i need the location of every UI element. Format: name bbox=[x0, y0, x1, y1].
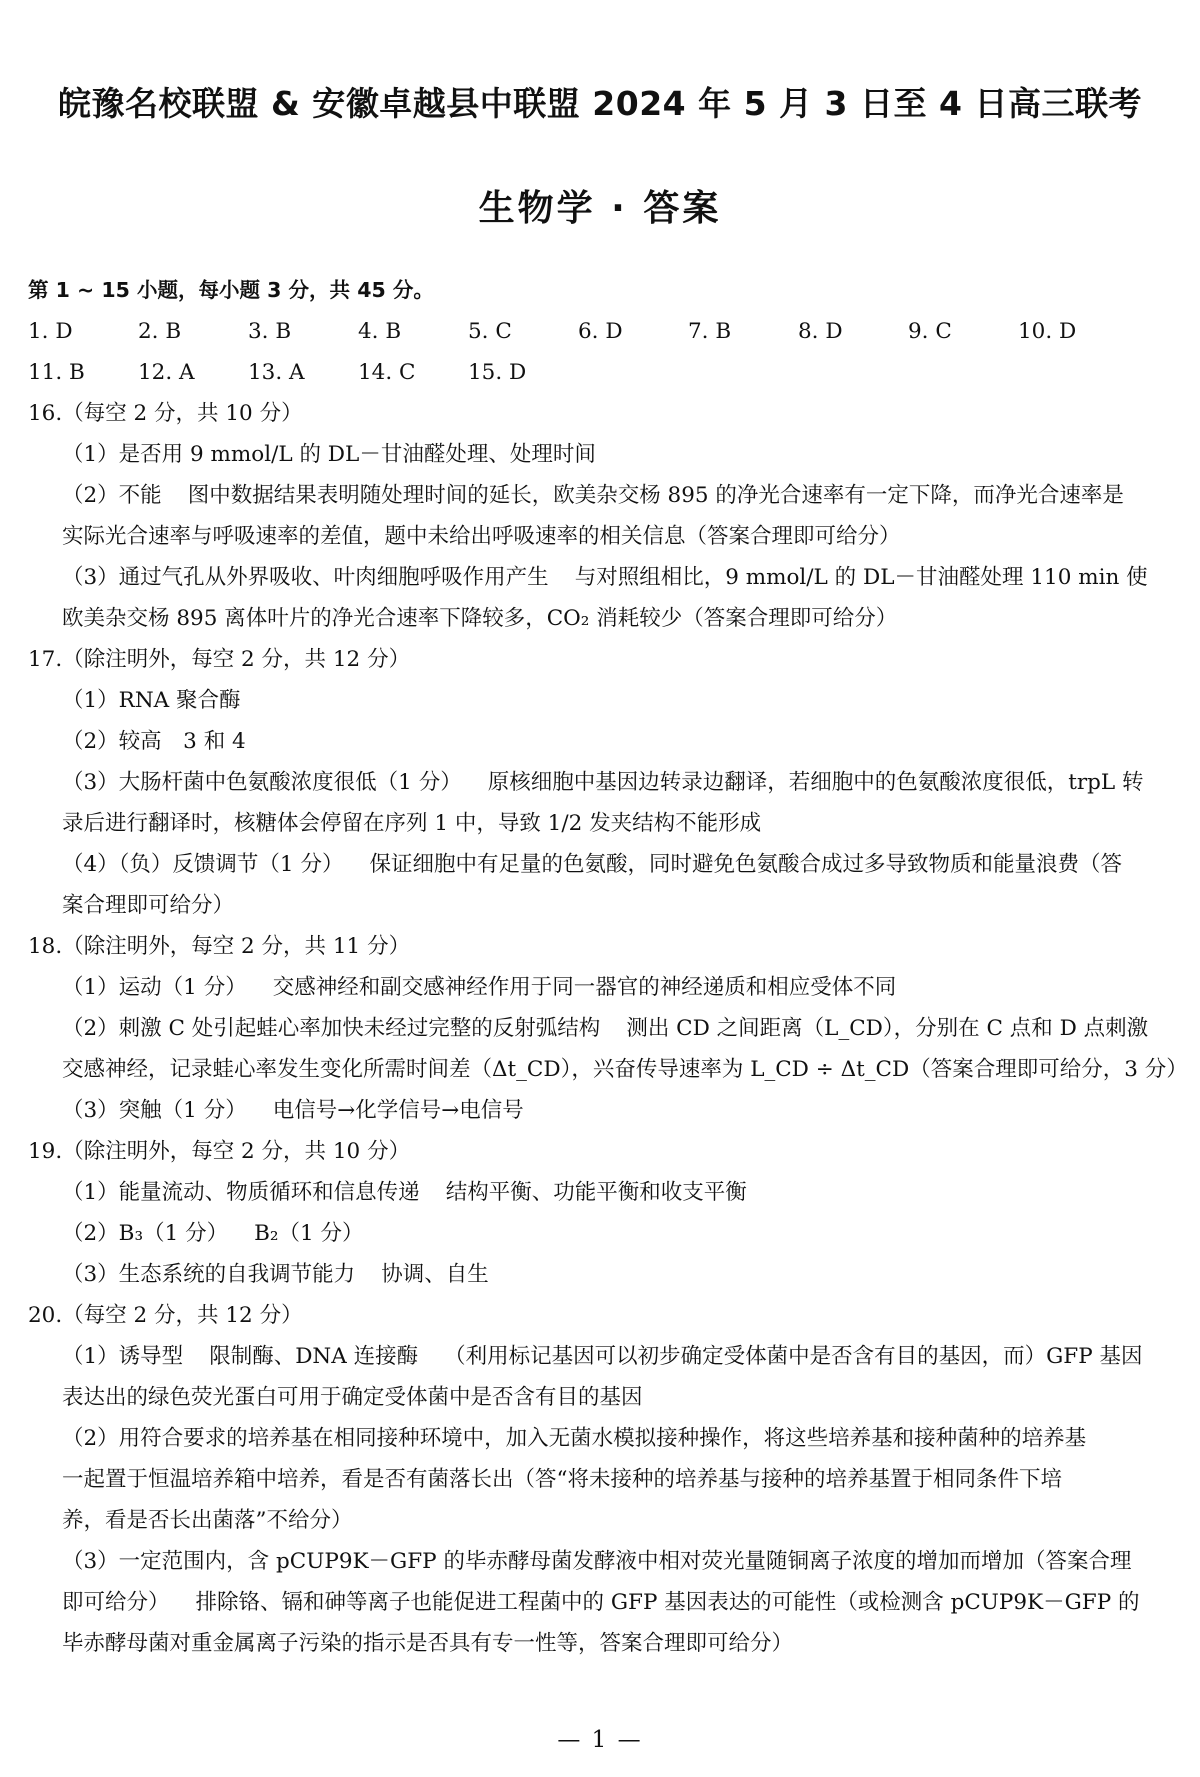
mc-answers-row-1 bbox=[28, 311, 1178, 352]
q20-part1-answer-a: （1）诱导型 bbox=[62, 1344, 184, 1369]
exam-title: 皖豫名校联盟 & 安徽卓越县中联盟 2024 年 5 月 3 日至 4 日高三联考 bbox=[58, 84, 1142, 123]
mc-answer: 14. C bbox=[358, 360, 416, 385]
page-number: — 1 — bbox=[557, 1727, 643, 1753]
q19-part3-answer-a: （3）生态系统的自我调节能力 bbox=[62, 1262, 356, 1287]
q18-part3 bbox=[28, 1090, 1178, 1131]
mc-answer: 9. C bbox=[908, 319, 952, 344]
q18-part3-answer: （3）突触（1 分） bbox=[62, 1098, 247, 1123]
mc-answer: 3. B bbox=[248, 319, 292, 344]
q20-heading: 20.（每空 2 分，共 12 分） bbox=[28, 1303, 303, 1328]
q19-part1-answer-b: 结构平衡、功能平衡和收支平衡 bbox=[445, 1180, 747, 1205]
q17-part2: （2）较高 3 和 4 bbox=[62, 729, 246, 754]
subject-title: 生物学 · 答案 bbox=[478, 188, 722, 229]
q19-part3 bbox=[28, 1254, 1178, 1295]
q20-part3-answer-a-end: 即可给分） bbox=[62, 1590, 170, 1615]
q19-part2-answer-a: （2）B₃（1 分） bbox=[62, 1221, 229, 1246]
mc-answer: 1. D bbox=[28, 319, 73, 344]
q19-part3-answer-b: 协调、自生 bbox=[381, 1262, 489, 1287]
mc-answer: 15. D bbox=[468, 360, 527, 385]
q17-heading: 17.（除注明外，每空 2 分，共 12 分） bbox=[28, 647, 411, 672]
mc-answer: 5. C bbox=[468, 319, 512, 344]
q19-part2 bbox=[28, 1213, 1178, 1254]
q16-part3-answer: （3）通过气孔从外界吸收、叶肉细胞呼吸作用产生 bbox=[62, 565, 549, 590]
q16-part2-line1 bbox=[28, 475, 1178, 516]
q20-part1-answer-c: （利用标记基因可以初步确定受体菌中是否含有目的基因，而）GFP 基因 bbox=[444, 1344, 1143, 1369]
q19-heading: 19.（除注明外，每空 2 分，共 10 分） bbox=[28, 1139, 411, 1164]
q16-part2-answer: （2）不能 bbox=[62, 483, 162, 508]
q20-part3-line3: 毕赤酵母菌对重金属离子污染的指示是否具有专一性等，答案合理即可给分） bbox=[62, 1631, 794, 1656]
mc-answer: 2. B bbox=[138, 319, 182, 344]
mc-answer: 11. B bbox=[28, 360, 85, 385]
mc-answer: 13. A bbox=[248, 360, 305, 385]
mc-intro: 第 1 ~ 15 小题，每小题 3 分，共 45 分。 bbox=[28, 278, 434, 302]
q19-part1 bbox=[28, 1172, 1178, 1213]
q16-part2-line2: 实际光合速率与呼吸速率的差值，题中未给出呼吸速率的相关信息（答案合理即可给分） bbox=[62, 524, 901, 549]
q17-part3-reason: 原核细胞中基因边转录边翻译，若细胞中的色氨酸浓度很低，trpL 转 bbox=[487, 770, 1144, 795]
q17-part4-answer: （4）（负）反馈调节（1 分） bbox=[62, 852, 344, 877]
q18-part2-method: 测出 CD 之间距离（L_CD），分别在 C 点和 D 点刺激 bbox=[626, 1016, 1149, 1041]
q16-part1: （1）是否用 9 mmol/L 的 DL－甘油醛处理、处理时间 bbox=[62, 442, 596, 467]
q17-part3-line1 bbox=[28, 762, 1178, 803]
q20-part1-line2: 表达出的绿色荧光蛋白可用于确定受体菌中是否含有目的基因 bbox=[62, 1385, 643, 1410]
q20-part2-line1: （2）用符合要求的培养基在相同接种环境中，加入无菌水模拟接种操作，将这些培养基和接种菌种的培养基 bbox=[62, 1426, 1087, 1451]
mc-answer: 8. D bbox=[798, 319, 843, 344]
q16-part3-line2: 欧美杂交杨 895 离体叶片的净光合速率下降较多，CO₂ 消耗较少（答案合理即可给分） bbox=[62, 606, 898, 631]
q18-part1-answer: （1）运动（1 分） bbox=[62, 975, 247, 1000]
q17-part4-reason: 保证细胞中有足量的色氨酸，同时避免色氨酸合成过多导致物质和能量浪费（答 bbox=[369, 852, 1122, 877]
q16-part3-reason: 与对照组相比，9 mmol/L 的 DL－甘油醛处理 110 min 使 bbox=[574, 565, 1148, 590]
q18-part2-line2: 交感神经，记录蛙心率发生变化所需时间差（Δt_CD），兴奋传导速率为 L_CD ÷ Δt_CD（答案合理即可给分，3 分） bbox=[62, 1057, 1188, 1082]
q17-part3-answer: （3）大肠杆菌中色氨酸浓度很低（1 分） bbox=[62, 770, 462, 795]
q19-part2-answer-b: B₂（1 分） bbox=[254, 1221, 364, 1246]
q20-part3-answer-b: 排除铬、镉和砷等离子也能促进工程菌中的 GFP 基因表达的可能性（或检测含 pCUP9K－GFP 的 bbox=[195, 1590, 1140, 1615]
q19-part1-answer-a: （1）能量流动、物质循环和信息传递 bbox=[62, 1180, 420, 1205]
q20-part1-line1 bbox=[28, 1336, 1178, 1377]
q20-part2-line2: 一起置于恒温培养箱中培养，看是否有菌落长出（答“将未接种的培养基与接种的培养基置于相同条件下培 bbox=[62, 1467, 1062, 1492]
q20-part1-answer-b: 限制酶、DNA 连接酶 bbox=[209, 1344, 419, 1369]
mc-answer: 7. B bbox=[688, 319, 732, 344]
q18-part1 bbox=[28, 967, 1178, 1008]
q17-part4-line1 bbox=[28, 844, 1178, 885]
q18-part3-signal: 电信号→化学信号→电信号 bbox=[272, 1098, 524, 1123]
q16-part2-reason: 图中数据结果表明随处理时间的延长，欧美杂交杨 895 的净光合速率有一定下降，而净光合速率是 bbox=[187, 483, 1124, 508]
mc-answers-row-2 bbox=[28, 352, 1178, 393]
q20-part3-line2 bbox=[28, 1582, 1178, 1623]
q16-heading: 16.（每空 2 分，共 10 分） bbox=[28, 401, 303, 426]
q18-part1-reason: 交感神经和副交感神经作用于同一器官的神经递质和相应受体不同 bbox=[272, 975, 897, 1000]
q16-part3-line1 bbox=[28, 557, 1178, 598]
q20-part2-line3: 养，看是否长出菌落”不给分） bbox=[62, 1508, 353, 1533]
answer-content bbox=[28, 270, 1188, 1664]
mc-answer: 4. B bbox=[358, 319, 402, 344]
q17-part3-line2: 录后进行翻译时，核糖体会停留在序列 1 中，导致 1/2 发夹结构不能形成 bbox=[62, 811, 762, 836]
q18-heading: 18.（除注明外，每空 2 分，共 11 分） bbox=[28, 934, 411, 959]
q18-part2-line1 bbox=[28, 1008, 1178, 1049]
q18-part2-answer: （2）刺激 C 处引起蛙心率加快未经过完整的反射弧结构 bbox=[62, 1016, 601, 1041]
mc-answer: 10. D bbox=[1018, 319, 1077, 344]
mc-answer: 12. A bbox=[138, 360, 195, 385]
mc-answer: 6. D bbox=[578, 319, 623, 344]
q20-part3-line1: （3）一定范围内，含 pCUP9K－GFP 的毕赤酵母菌发酵液中相对荧光量随铜离子浓度的增加而增加（答案合理 bbox=[62, 1549, 1132, 1574]
q17-part4-line2: 案合理即可给分） bbox=[62, 893, 235, 918]
q17-part1: （1）RNA 聚合酶 bbox=[62, 688, 241, 713]
